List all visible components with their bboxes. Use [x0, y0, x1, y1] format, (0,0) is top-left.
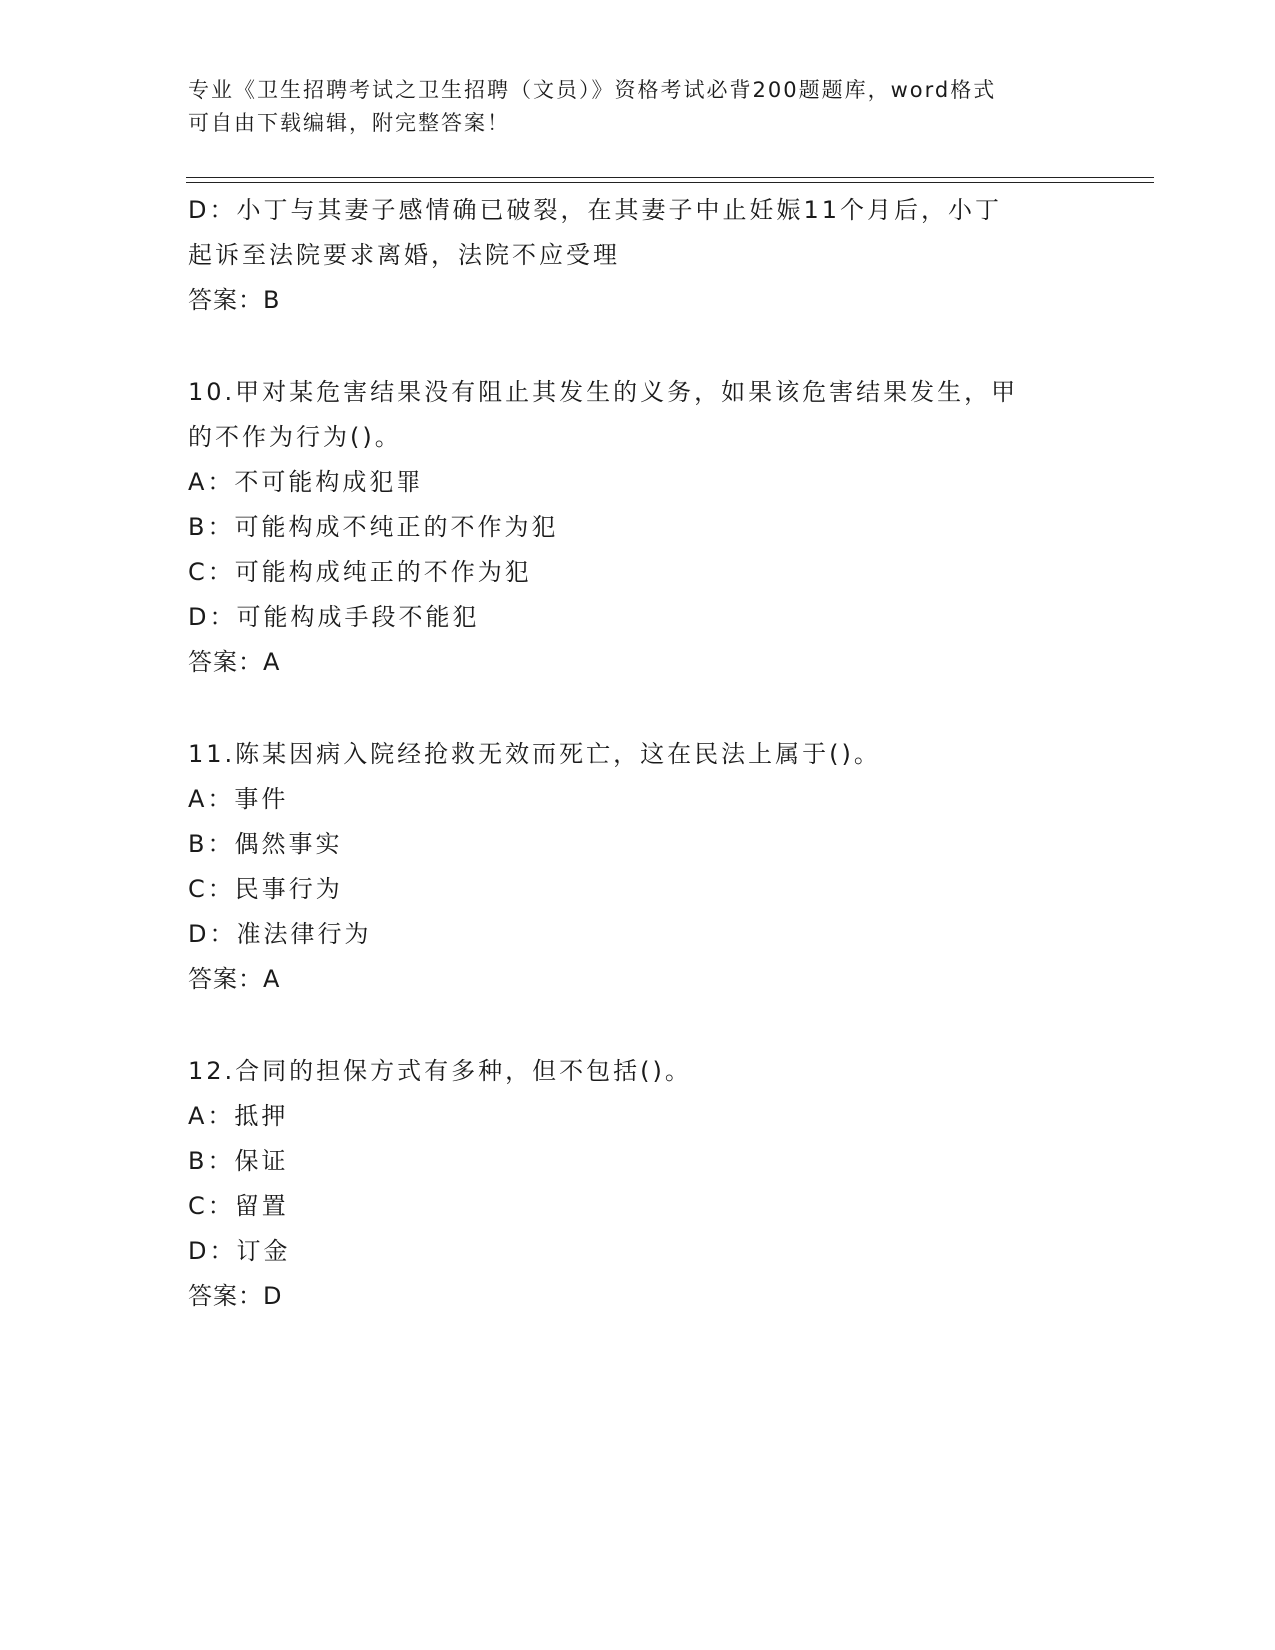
option-b: B：可能构成不纯正的不作为犯 — [188, 513, 559, 541]
header-divider-top — [186, 177, 1154, 178]
answer-line: 答案：A — [188, 965, 281, 993]
question-11 — [188, 732, 1088, 1002]
option-b: B：保证 — [188, 1147, 289, 1175]
question-stem: 12.合同的担保方式有多种，但不包括()。 — [188, 1057, 692, 1085]
answer-line: 答案：A — [188, 648, 281, 676]
spacer — [188, 1002, 1088, 1049]
option-c: C：民事行为 — [188, 875, 343, 903]
option-c: C：可能构成纯正的不作为犯 — [188, 558, 532, 586]
spacer — [188, 685, 1088, 732]
header-divider-bottom — [186, 182, 1154, 183]
header-line-2: 可自由下载编辑，附完整答案！ — [188, 111, 510, 135]
option-d: D：可能构成手段不能犯 — [188, 603, 480, 631]
document-header — [188, 74, 1068, 140]
question-stem-continued: 的不作为行为()。 — [188, 423, 402, 451]
header-line-1: 专业《卫生招聘考试之卫生招聘（文员）》资格考试必背200题题库，word格式 — [188, 78, 997, 102]
question-stem: 10.甲对某危害结果没有阻止其发生的义务，如果该危害结果发生，甲 — [188, 378, 1019, 406]
question-10 — [188, 370, 1088, 685]
spacer — [188, 323, 1088, 370]
question-12 — [188, 1049, 1088, 1319]
answer-line: 答案：B — [188, 286, 281, 314]
option-a: A：抵押 — [188, 1102, 289, 1130]
option-d: D：小丁与其妻子感情确已破裂，在其妻子中止妊娠11个月后，小丁 — [188, 196, 1003, 224]
answer-line: 答案：D — [188, 1282, 283, 1310]
question-stem: 11.陈某因病入院经抢救无效而死亡，这在民法上属于()。 — [188, 740, 881, 768]
question-content — [188, 188, 1088, 1319]
option-c: C：留置 — [188, 1192, 289, 1220]
previous-question-tail — [188, 188, 1088, 323]
option-d: D：准法律行为 — [188, 920, 372, 948]
option-a: A：事件 — [188, 785, 289, 813]
option-b: B：偶然事实 — [188, 830, 343, 858]
option-a: A：不可能构成犯罪 — [188, 468, 424, 496]
option-d: D：订金 — [188, 1237, 291, 1265]
option-d-continued: 起诉至法院要求离婚，法院不应受理 — [188, 241, 620, 269]
